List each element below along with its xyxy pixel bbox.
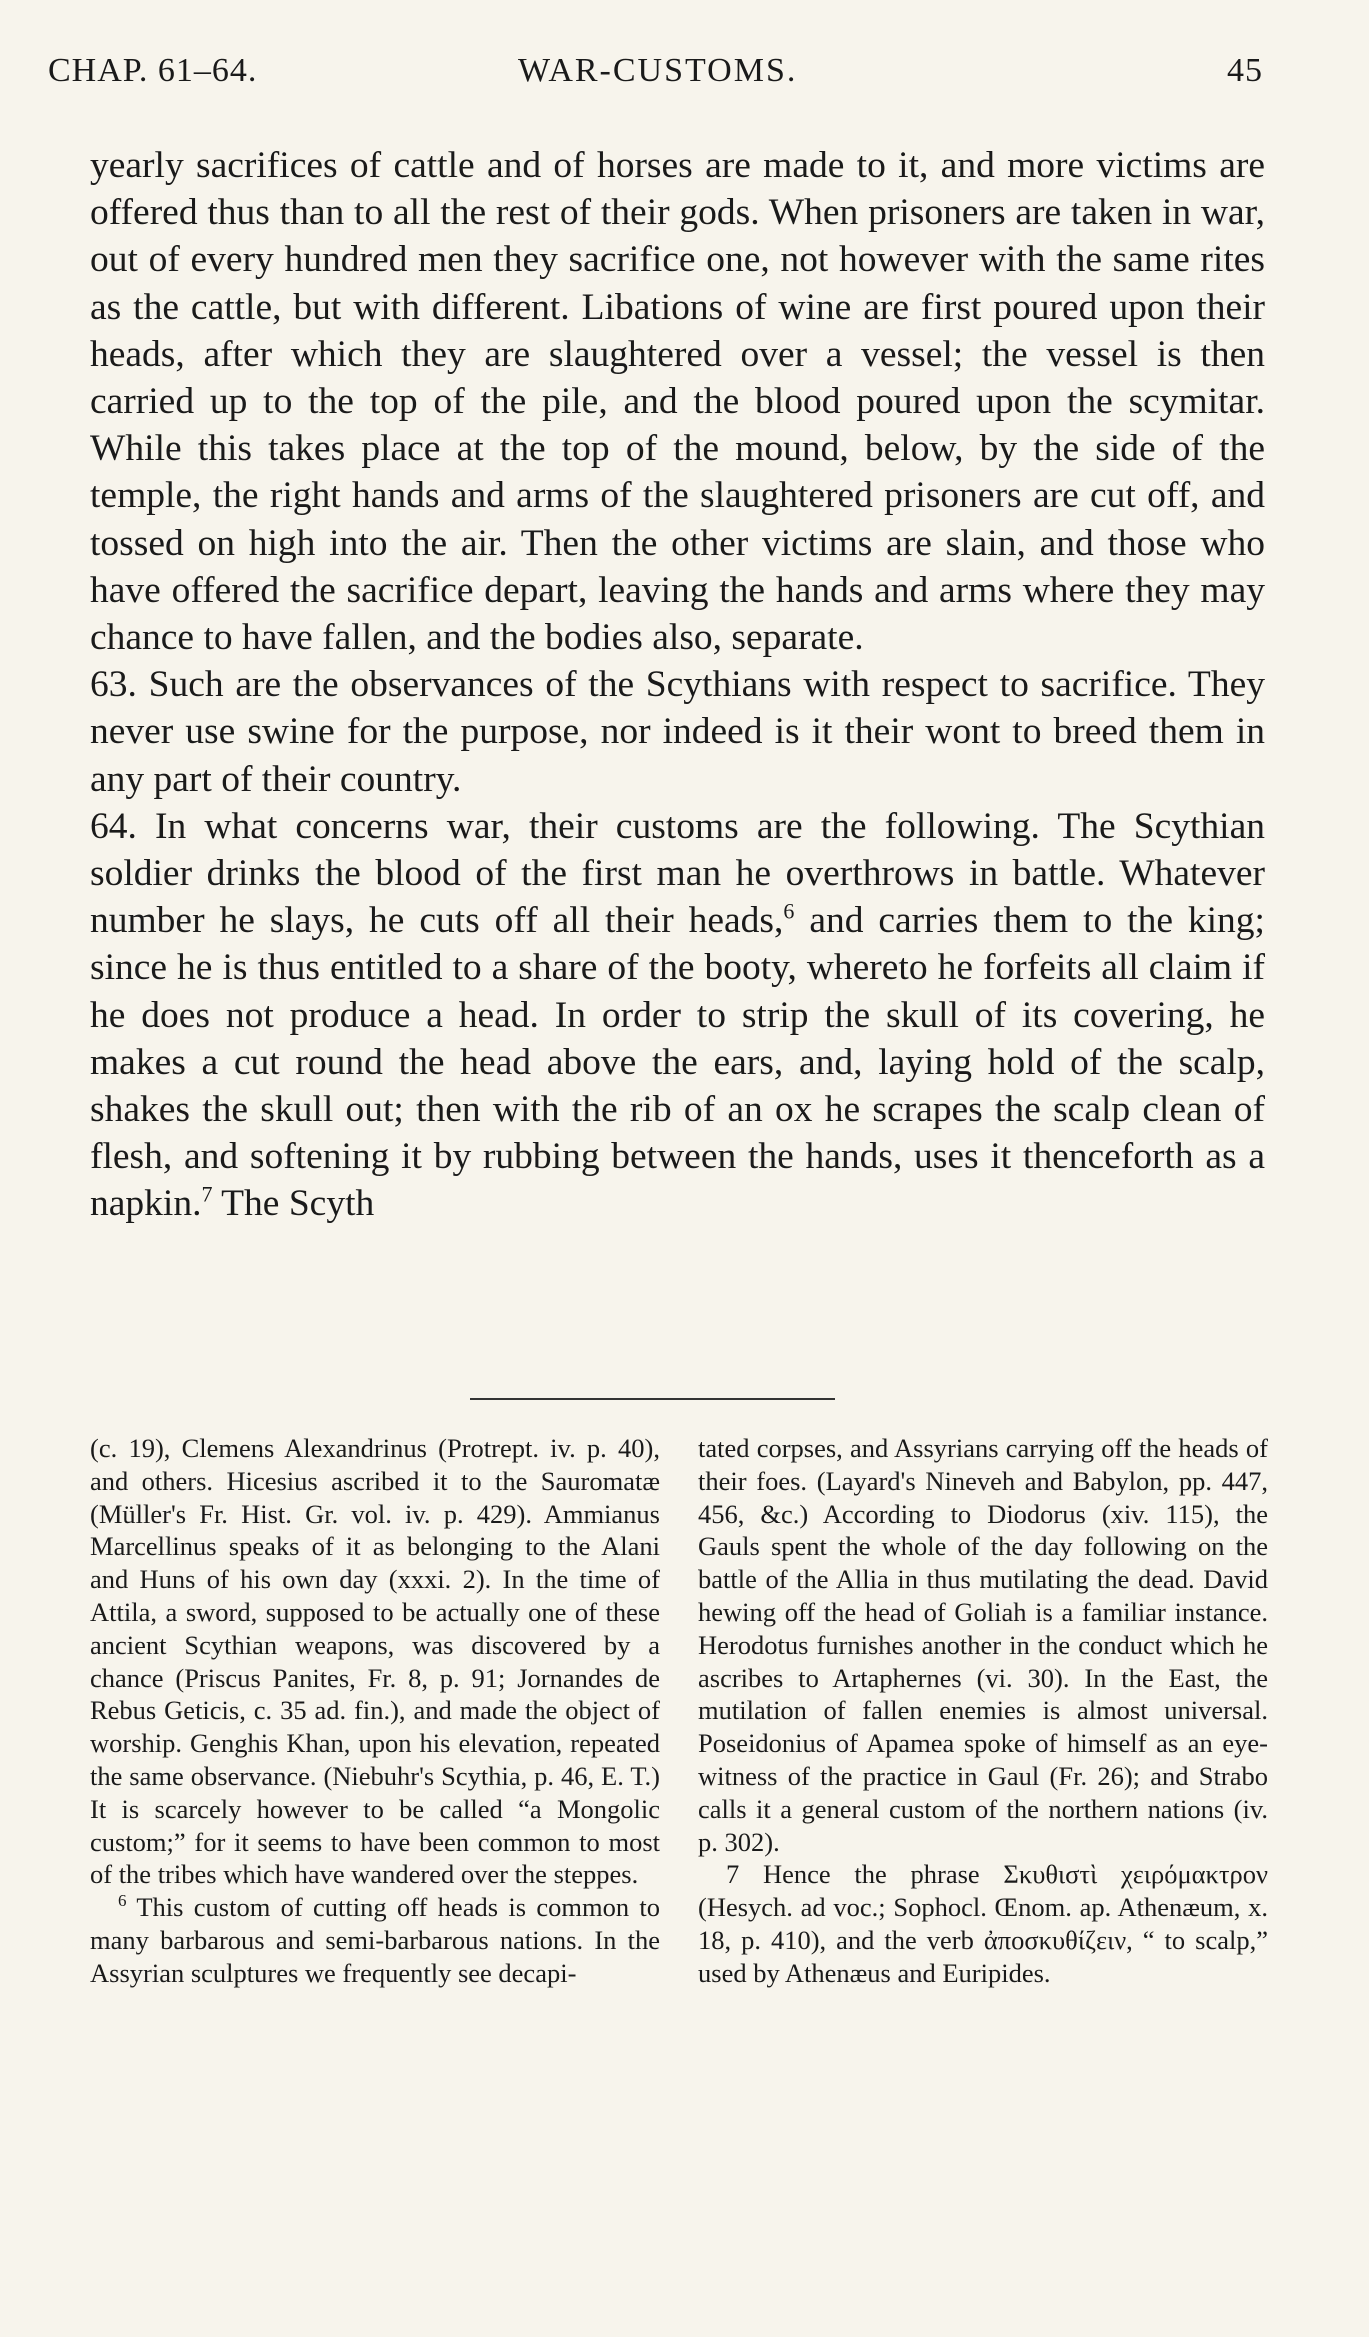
footnotes [90, 1432, 1268, 2312]
footnote-6-text: This custom of cutting off heads is common to many barbarous and semi-barbarous nations. In the Assyrian sculptures we frequently see decapi- [90, 1892, 660, 1988]
running-header [48, 52, 1263, 100]
footnote-6-marker: 6 [118, 1891, 127, 1911]
footnote-ref-7[interactable]: 7 [201, 1181, 213, 1207]
paragraph-64-part-b: and carries them to the king; since he is thus entitled to a share of the booty, whereto he forfeits all claim if he does not produce a head. In order to strip the skull of its covering, he makes a cut round the head above the ears, and, laying hold of the scalp, shakes the skull out; then with the rib of an ox he scrapes the scalp clean of flesh, and softening it by rubbing between the hands, uses it thenceforth as a napkin. [90, 900, 1265, 1225]
footnote-ref-6[interactable]: 6 [783, 898, 795, 924]
paragraph-section-63: 63. Such are the observances of the Scythians with respect to sacrifice. They never use swine for the purpose, nor indeed is it their wont to breed them in any part of their country. [90, 664, 1265, 800]
footnote-column-right [698, 1432, 1268, 1990]
paragraph-64-part-c: The Scyth [212, 1183, 375, 1225]
footnote-continued: (c. 19), Clemens Alexandrinus (Protrept. iv. p. 40), and others. Hicesius ascribed it to the Sauromatæ (Müller's Fr. Hist. Gr. vol. iv. p. 429). Ammianus Marcellinus speaks of it as belonging to the Alani and Huns of his own day (xxxi. 2). In the time of Attila, a sword, supposed to be actually one of these ancient Scythian weapons, was discovered by a chance (Priscus Panites, Fr. 8, p. 91; Jornandes de Rebus Geticis, c. 35 ad. fin.), and made the object of worship. Genghis Khan, upon his elevation, repeated the same observance. (Niebuhr's Scythia, p. 46, E. T.) It is scarcely however to be called “a Mongolic custom;” for it seems to have been common to most of the tribes which have wandered over the steppes. [90, 1433, 660, 1890]
footnote-6-continued: tated corpses, and Assyrians carrying off the heads of their foes. (Layard's Nineveh and Babylon, pp. 447, 456, &c.) According to Diodorus (xiv. 115), the Gauls spent the whole of the day following on the battle of the Allia in thus mutilating the dead. David hewing off the head of Goliah is a familiar instance. Herodotus furnishes another in the conduct which he ascribes to Artaphernes (vi. 30). In the East, the mutilation of fallen enemies is almost universal. Poseidonius of Apamea spoke of himself as an eye-witness of the practice in Gaul (Fr. 26); and Strabo calls it a general custom of the northern nations (iv. p. 302). [698, 1433, 1268, 1857]
running-title: WAR-CUSTOMS. [518, 52, 798, 89]
footnote-6 [90, 1891, 660, 1989]
chapter-reference: CHAP. 61–64. [48, 52, 258, 89]
paragraph-section-64 [90, 803, 1265, 1228]
footnote-divider [470, 1398, 835, 1400]
page-number: 45 [1227, 52, 1263, 89]
main-text [90, 142, 1265, 1228]
paragraph-sacrifice: yearly sacrifices of cattle and of horses are made to it, and more victims are offered thus than to all the rest of their gods. When prisoners are taken in war, out of every hundred men they sacrifice one, not however with the same rites as the cattle, but with different. Libations of wine are first poured upon their heads, after which they are slaughtered over a vessel; the vessel is then carried up to the top of the pile, and the blood poured upon the scymitar. While this takes place at the top of the mound, below, by the side of the temple, the right hands and arms of the slaughtered prisoners are cut off, and tossed on high into the air. Then the other victims are slain, and those who have offered the sacrifice depart, leaving the hands and arms where they may chance to have fallen, and the bodies also, separate. [90, 145, 1265, 659]
footnote-column-left [90, 1432, 660, 1990]
paragraph-64-part-a: 64. In what concerns war, their customs are the following. The Scythian soldier drinks the blood of the first man he overthrows in battle. Whatever number he slays, he cuts off all their heads, [90, 805, 1265, 942]
footnote-7: 7 Hence the phrase Σκυθιστὶ χειρόμακτρον (Hesych. ad voc.; Sophocl. Œnom. ap. Athenæum, x. 18, p. 410), and the verb ἀποσκυθίζειν, “ to scalp,” used by Athenæus and Euripides. [698, 1859, 1268, 1988]
